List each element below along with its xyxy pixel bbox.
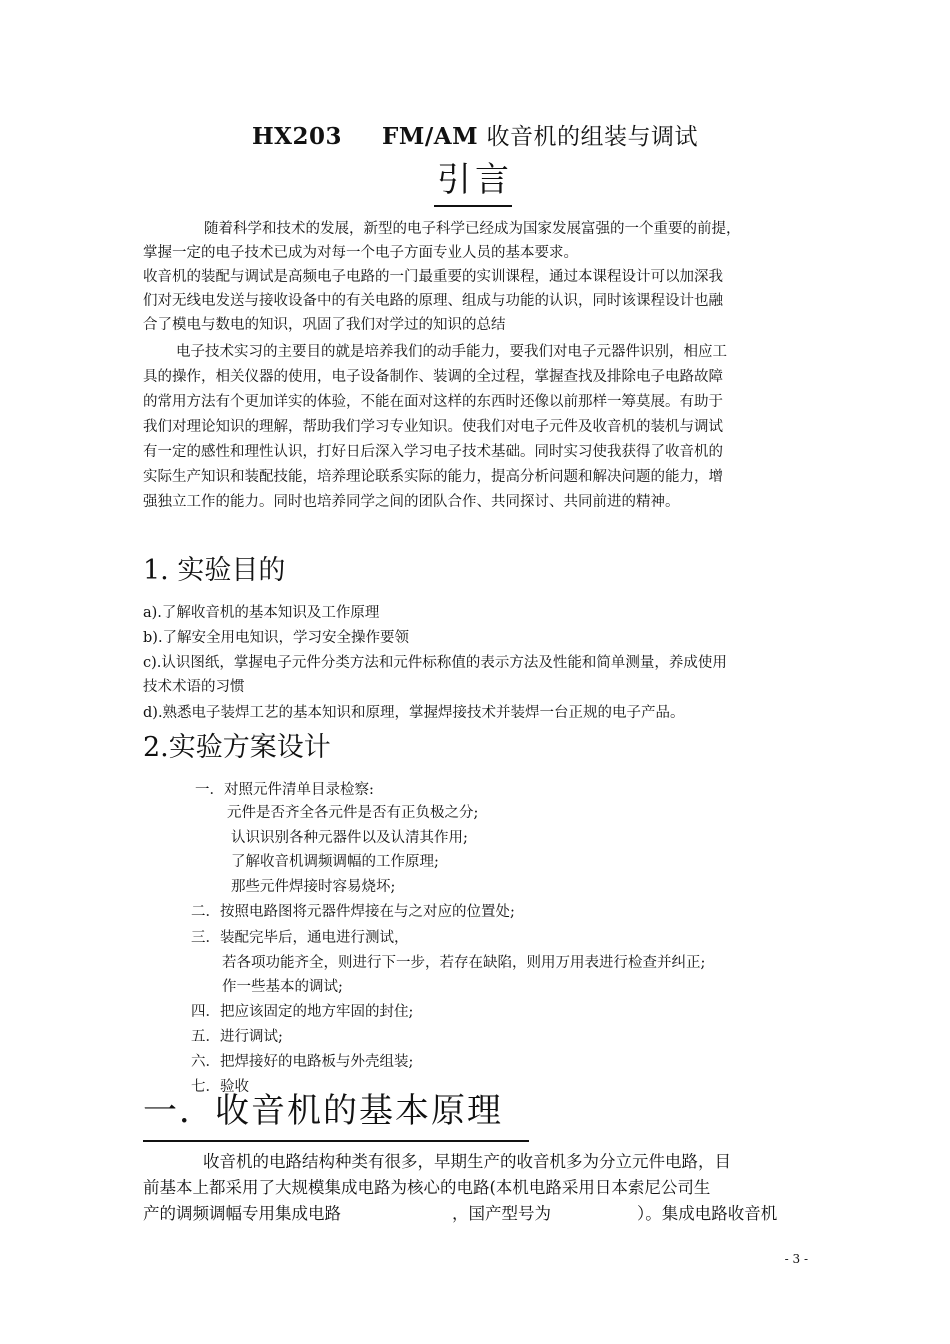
intro-line-2: 掌握一定的电子技术已成为对每一个电子方面专业人员的基本要求。 bbox=[143, 245, 578, 261]
section2-line-13: 七．验收 bbox=[191, 1079, 249, 1095]
intro-line-6: 电子技术实习的主要目的就是培养我们的动手能力，要我们对电子元器件识别，相应工 bbox=[176, 344, 727, 360]
section1-line-3: c).认识图纸，掌握电子元件分类方法和元件标称值的表示方法及性能和简单测量，养成使用 bbox=[143, 655, 727, 671]
section3-line-2: 前基本上都采用了大规模集成电路为核心的电路(本机电路采用日本索尼公司生 bbox=[143, 1178, 711, 1197]
title-cn: 收音机的组装与调试 bbox=[486, 124, 699, 150]
section2-line-7: 三．装配完毕后，通电进行测试， bbox=[191, 930, 409, 946]
intro-line-12: 强独立工作的能力。同时也培养同学之间的团队合作、共同探讨、共同前进的精神。 bbox=[143, 494, 680, 510]
section2-line-3: 认识识别各种元器件以及认清其作用; bbox=[231, 830, 468, 846]
section2-line-8: 若各项功能齐全，则进行下一步，若存在缺陷，则用万用表进行检查并纠正; bbox=[222, 955, 706, 971]
intro-line-3: 收音机的装配与调试是高频电子电路的一门最重要的实训课程，通过本课程设计可以加深我 bbox=[143, 269, 723, 285]
section3-underline bbox=[143, 1140, 529, 1142]
title-en: FM/AM bbox=[382, 123, 479, 150]
section2-line-1: 一．对照元件清单目录检察: bbox=[195, 782, 374, 798]
section2-line-11: 五．进行调试; bbox=[191, 1029, 283, 1045]
section3-line-3b: ，国产型号为 bbox=[452, 1204, 551, 1223]
intro-line-9: 我们对理论知识的理解，帮助我们学习专业知识。使我们对电子元件及收音机的装机与调试 bbox=[143, 419, 723, 435]
section3-line-3c: ）。集成电路收音机 bbox=[637, 1204, 778, 1223]
intro-line-7: 具的操作，相关仪器的使用，电子设备制作、装调的全过程，掌握查找及排除电子电路故障 bbox=[143, 369, 723, 385]
intro-line-4: 们对无线电发送与接收设备中的有关电路的原理、组成与功能的认识，同时该课程设计也融 bbox=[143, 293, 723, 309]
section1-line-2: b).了解安全用电知识，学习安全操作要领 bbox=[143, 630, 410, 646]
intro-heading: 引言 bbox=[437, 160, 513, 200]
section1-line-1: a).了解收音机的基本知识及工作原理 bbox=[143, 605, 380, 621]
section2-heading: 2.实验方案设计 bbox=[143, 732, 331, 763]
intro-line-11: 实际生产知识和装配技能，培养理论联系实际的能力，提高分析问题和解决问题的能力，增 bbox=[143, 469, 723, 485]
section3-line-3a: 产的调频调幅专用集成电路 bbox=[143, 1204, 341, 1223]
section1-heading: 1. 实验目的 bbox=[143, 555, 286, 586]
section2-line-5: 那些元件焊接时容易烧坏; bbox=[231, 879, 396, 895]
intro-line-10: 有一定的感性和理性认识，打好日后深入学习电子技术基础。同时实习使我获得了收音机的 bbox=[143, 444, 723, 460]
document-title bbox=[0, 118, 950, 151]
intro-line-1: 随着科学和技术的发展，新型的电子科学已经成为国家发展富强的一个重要的前提， bbox=[204, 221, 741, 237]
section3-heading: 一．收音机的基本原理 bbox=[143, 1091, 503, 1131]
section2-line-9: 作一些基本的调试; bbox=[222, 979, 343, 995]
intro-underline bbox=[434, 205, 512, 207]
section2-line-12: 六．把焊接好的电路板与外壳组装; bbox=[191, 1054, 414, 1070]
intro-line-5: 合了模电与数电的知识，巩固了我们对学过的知识的总结 bbox=[143, 317, 506, 333]
section2-line-6: 二．按照电路图将元器件焊接在与之对应的位置处; bbox=[191, 904, 515, 920]
section2-line-4: 了解收音机调频调幅的工作原理; bbox=[231, 854, 439, 870]
section1-line-5: d).熟悉电子装焊工艺的基本知识和原理，掌握焊接技术并装焊一台正规的电子产品。 bbox=[143, 705, 685, 721]
section1-line-4: 技术术语的习惯 bbox=[143, 679, 245, 695]
intro-line-8: 的常用方法有个更加详实的体验，不能在面对这样的东西时还像以前那样一筹莫展。有助于 bbox=[143, 394, 723, 410]
title-code: HX203 bbox=[251, 123, 343, 150]
section2-line-10: 四．把应该固定的地方牢固的封住; bbox=[191, 1004, 414, 1020]
page-number: - 3 - bbox=[784, 1252, 808, 1266]
section2-line-2: 元件是否齐全各元件是否有正负极之分; bbox=[227, 805, 479, 821]
section3-line-1: 收音机的电路结构种类有很多，早期生产的收音机多为分立元件电路，目 bbox=[203, 1152, 731, 1171]
